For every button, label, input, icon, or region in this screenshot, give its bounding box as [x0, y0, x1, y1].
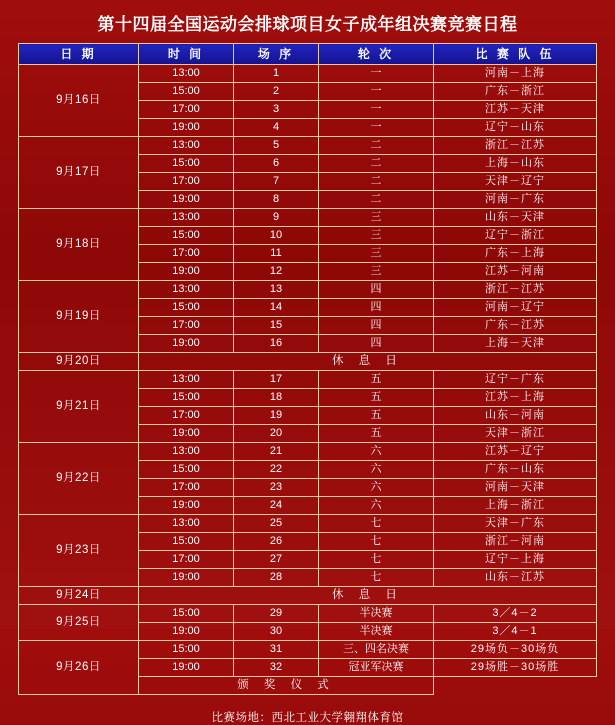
cell-round: 七: [319, 533, 434, 551]
column-header-round: 轮 次: [319, 44, 434, 65]
cell-time: 13:00: [139, 137, 234, 155]
cell-round: 三、四名决赛: [319, 641, 434, 659]
cell-round: 一: [319, 83, 434, 101]
cell-teams: 江苏－辽宁: [434, 443, 597, 461]
cell-teams: 3／4－1: [434, 623, 597, 641]
cell-round: 二: [319, 137, 434, 155]
cell-teams: 天津－浙江: [434, 425, 597, 443]
cell-round: 三: [319, 245, 434, 263]
cell-teams: 河南－广东: [434, 191, 597, 209]
table-row: [19, 209, 597, 227]
cell-date: 9月23日: [19, 515, 139, 587]
cell-teams: 3／4－2: [434, 605, 597, 623]
cell-time: 17:00: [139, 479, 234, 497]
cell-teams: 河南－上海: [434, 65, 597, 83]
page-title: 第十四届全国运动会排球项目女子成年组决赛竞赛日程: [97, 15, 518, 34]
cell-teams: 山东－江苏: [434, 569, 597, 587]
column-header-teams: 比 赛 队 伍: [434, 44, 597, 65]
cell-round: 三: [319, 209, 434, 227]
cell-teams: 广东－江苏: [434, 317, 597, 335]
cell-teams: 浙江－江苏: [434, 281, 597, 299]
cell-teams: 辽宁－浙江: [434, 227, 597, 245]
cell-order: 30: [234, 623, 319, 641]
cell-time: 13:00: [139, 281, 234, 299]
cell-time: 19:00: [139, 263, 234, 281]
table-row: [19, 137, 597, 155]
cell-teams: 山东－河南: [434, 407, 597, 425]
cell-round: 五: [319, 389, 434, 407]
cell-round: 六: [319, 479, 434, 497]
cell-order: 10: [234, 227, 319, 245]
cell-order: 7: [234, 173, 319, 191]
cell-round: 六: [319, 443, 434, 461]
cell-order: 26: [234, 533, 319, 551]
cell-order: 1: [234, 65, 319, 83]
cell-time: 19:00: [139, 623, 234, 641]
table-row: [19, 641, 597, 659]
cell-teams: 江苏－河南: [434, 263, 597, 281]
cell-time: 15:00: [139, 641, 234, 659]
cell-time: 13:00: [139, 65, 234, 83]
cell-order: 29: [234, 605, 319, 623]
cell-round: 六: [319, 497, 434, 515]
cell-time: 17:00: [139, 317, 234, 335]
cell-order: 14: [234, 299, 319, 317]
cell-date: 9月25日: [19, 605, 139, 641]
cell-time: 17:00: [139, 173, 234, 191]
cell-round: 四: [319, 299, 434, 317]
cell-round: 七: [319, 515, 434, 533]
cell-teams: 天津－广东: [434, 515, 597, 533]
cell-order: 18: [234, 389, 319, 407]
cell-time: 17:00: [139, 101, 234, 119]
table-row: [19, 65, 597, 83]
cell-order: 27: [234, 551, 319, 569]
cell-round: 三: [319, 227, 434, 245]
cell-round: 二: [319, 155, 434, 173]
column-header-date: 日 期: [19, 44, 139, 65]
header-row: [19, 44, 597, 65]
cell-order: 31: [234, 641, 319, 659]
cell-time: 17:00: [139, 551, 234, 569]
table-header: [19, 44, 597, 65]
cell-teams: 江苏－上海: [434, 389, 597, 407]
cell-order: 12: [234, 263, 319, 281]
cell-time: 15:00: [139, 389, 234, 407]
cell-teams: 浙江－河南: [434, 533, 597, 551]
cell-ceremony: 颁 奖 仪 式: [139, 677, 434, 695]
cell-round: 五: [319, 407, 434, 425]
cell-time: 19:00: [139, 119, 234, 137]
cell-teams: 辽宁－山东: [434, 119, 597, 137]
cell-teams: 天津－辽宁: [434, 173, 597, 191]
cell-round: 半决赛: [319, 623, 434, 641]
cell-rest-day: 休 息 日: [139, 353, 597, 371]
cell-date: 9月24日: [19, 587, 139, 605]
cell-time: 13:00: [139, 443, 234, 461]
cell-order: 4: [234, 119, 319, 137]
cell-order: 24: [234, 497, 319, 515]
table-row: [19, 353, 597, 371]
cell-round: 一: [319, 101, 434, 119]
cell-order: 21: [234, 443, 319, 461]
table-row: [19, 605, 597, 623]
cell-round: 四: [319, 281, 434, 299]
table-row: [19, 443, 597, 461]
cell-date: 9月16日: [19, 65, 139, 137]
cell-round: 冠亚军决赛: [319, 659, 434, 677]
cell-order: 3: [234, 101, 319, 119]
cell-round: 七: [319, 551, 434, 569]
cell-date: 9月26日: [19, 641, 139, 695]
cell-order: 9: [234, 209, 319, 227]
cell-round: 二: [319, 173, 434, 191]
cell-round: 五: [319, 425, 434, 443]
cell-time: 19:00: [139, 425, 234, 443]
cell-time: 19:00: [139, 335, 234, 353]
cell-teams: 河南－天津: [434, 479, 597, 497]
cell-round: 七: [319, 569, 434, 587]
table-row: [19, 515, 597, 533]
cell-time: 19:00: [139, 659, 234, 677]
cell-order: 2: [234, 83, 319, 101]
cell-teams: 辽宁－上海: [434, 551, 597, 569]
cell-time: 17:00: [139, 407, 234, 425]
cell-teams: 上海－浙江: [434, 497, 597, 515]
cell-time: 13:00: [139, 515, 234, 533]
cell-teams: 辽宁－广东: [434, 371, 597, 389]
cell-date: 9月21日: [19, 371, 139, 443]
cell-time: 15:00: [139, 533, 234, 551]
table-row: [19, 587, 597, 605]
column-header-time: 时 间: [139, 44, 234, 65]
cell-round: 六: [319, 461, 434, 479]
cell-teams: 广东－浙江: [434, 83, 597, 101]
cell-teams: 江苏－天津: [434, 101, 597, 119]
cell-round: 四: [319, 335, 434, 353]
cell-round: 四: [319, 317, 434, 335]
cell-round: 五: [319, 371, 434, 389]
cell-time: 15:00: [139, 299, 234, 317]
cell-round: 一: [319, 65, 434, 83]
schedule-table: [18, 43, 597, 695]
cell-order: 16: [234, 335, 319, 353]
column-header-order: 场 序: [234, 44, 319, 65]
cell-order: 17: [234, 371, 319, 389]
cell-round: 二: [319, 191, 434, 209]
cell-date: 9月18日: [19, 209, 139, 281]
cell-order: 19: [234, 407, 319, 425]
cell-date: 9月22日: [19, 443, 139, 515]
cell-order: 13: [234, 281, 319, 299]
cell-date: 9月19日: [19, 281, 139, 353]
cell-time: 15:00: [139, 227, 234, 245]
cell-order: 11: [234, 245, 319, 263]
cell-teams: 山东－天津: [434, 209, 597, 227]
table-body: [19, 65, 597, 695]
cell-time: 19:00: [139, 569, 234, 587]
cell-time: 15:00: [139, 605, 234, 623]
cell-rest-day: 休 息 日: [139, 587, 597, 605]
cell-time: 15:00: [139, 83, 234, 101]
cell-time: 13:00: [139, 209, 234, 227]
cell-date: 9月17日: [19, 137, 139, 209]
cell-time: 15:00: [139, 461, 234, 479]
cell-order: 25: [234, 515, 319, 533]
cell-teams: 上海－天津: [434, 335, 597, 353]
cell-order: 22: [234, 461, 319, 479]
cell-time: 13:00: [139, 371, 234, 389]
cell-teams: 浙江－江苏: [434, 137, 597, 155]
cell-date: 9月20日: [19, 353, 139, 371]
cell-order: 8: [234, 191, 319, 209]
cell-teams: 29场负－30场负: [434, 641, 597, 659]
cell-round: 三: [319, 263, 434, 281]
table-row: [19, 371, 597, 389]
cell-teams: 广东－山东: [434, 461, 597, 479]
cell-teams: 上海－山东: [434, 155, 597, 173]
cell-teams: 广东－上海: [434, 245, 597, 263]
cell-teams: 29场胜－30场胜: [434, 659, 597, 677]
cell-order: 6: [234, 155, 319, 173]
cell-order: 5: [234, 137, 319, 155]
cell-round: 半决赛: [319, 605, 434, 623]
cell-round: 一: [319, 119, 434, 137]
cell-order: 20: [234, 425, 319, 443]
cell-order: 23: [234, 479, 319, 497]
cell-time: 17:00: [139, 245, 234, 263]
cell-time: 19:00: [139, 191, 234, 209]
cell-time: 15:00: [139, 155, 234, 173]
table-row: [19, 281, 597, 299]
cell-order: 32: [234, 659, 319, 677]
cell-teams: 河南－辽宁: [434, 299, 597, 317]
cell-time: 19:00: [139, 497, 234, 515]
cell-order: 28: [234, 569, 319, 587]
cell-order: 15: [234, 317, 319, 335]
venue-note: 比赛场地：西北工业大学翱翔体育馆: [211, 712, 404, 724]
